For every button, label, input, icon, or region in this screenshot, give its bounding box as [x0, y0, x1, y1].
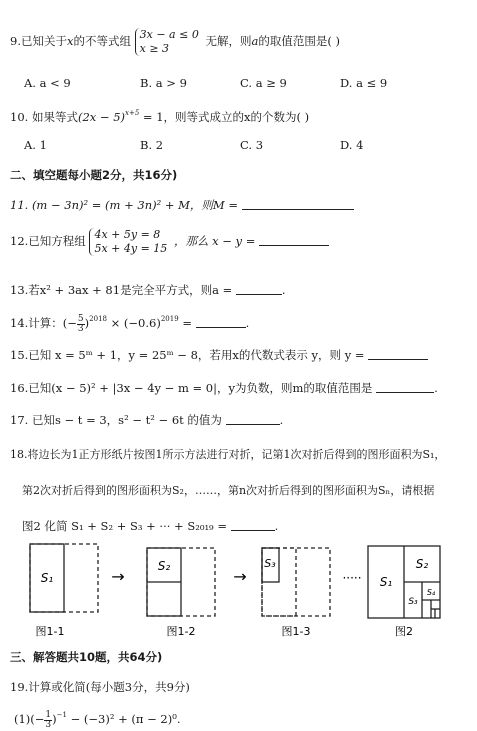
- section-2-heading: 二、填空题每小题2分，共16分): [10, 168, 178, 182]
- q18-answer-blank[interactable]: [231, 519, 275, 531]
- figure-1-2: [147, 548, 215, 638]
- question-17: 17. 已知s − t = 3，s² − t² − 6t 的值为 .: [10, 413, 284, 427]
- s2-label: S₂: [157, 559, 171, 573]
- s1-label: S₁: [40, 571, 54, 585]
- ellipsis-dots: ·····: [342, 571, 362, 585]
- question-19-part-1: (1)(− $\frac{1}{3}$ )$^{-1}$ − (−3)² + (π − 2)⁰.: [14, 709, 181, 730]
- figure-2-caption: 图2: [395, 625, 413, 638]
- q10-option-a[interactable]: A. 1: [24, 138, 47, 152]
- question-9: 9.已知关于x的不等式组 3x − a ≤ 0 x ≥ 3 无解，则a的取值范围是( ): [10, 28, 340, 55]
- arrow-icon: →: [233, 567, 247, 586]
- question-12: 12.已知方程组 4x + 5y = 8 5x + 4y = 15 ，那么 x − y =: [10, 228, 329, 256]
- fig2-s3-label: S₃: [408, 597, 418, 607]
- q10-option-d[interactable]: D. 4: [340, 138, 364, 152]
- question-10: 10. 如果等式$(2x - 5)^{x+5} = 1$，则等式成立的x的个数为( ): [10, 109, 310, 124]
- section-3-heading: 三、解答题共10题，共64分): [10, 650, 163, 664]
- q9-option-c[interactable]: C. a ≥ 9: [240, 76, 287, 90]
- q10-option-b[interactable]: B. 2: [140, 138, 164, 152]
- q14-answer-blank[interactable]: [196, 316, 246, 328]
- figure-1-1-caption: 图1-1: [35, 625, 65, 638]
- q9-option-b[interactable]: B. a > 9: [140, 76, 187, 90]
- question-18-line-3: 图2 化简 S₁ + S₂ + S₃ + ··· + S₂₀₁₉ = .: [22, 519, 279, 533]
- question-15: 15.已知 x = 5ᵐ + 1，y = 25ᵐ − 8，若用x的代数式表示 y，则 y =: [10, 348, 428, 362]
- q12-equation-system: 4x + 5y = 8 5x + 4y = 15: [89, 228, 170, 256]
- q19-fraction: $\frac{1}{3}$: [45, 709, 52, 730]
- q9-option-a[interactable]: A. a < 9: [24, 76, 71, 90]
- fig2-s2-label: S₂: [415, 557, 429, 571]
- q11-answer-blank[interactable]: [242, 198, 354, 210]
- figure-1-2-caption: 图1-2: [166, 625, 196, 638]
- figure-1-1: [30, 544, 98, 638]
- q10-option-c[interactable]: C. 3: [240, 138, 264, 152]
- fig2-s1-label: S₁: [379, 575, 393, 589]
- s3-label: S₃: [264, 557, 276, 570]
- q9-inequality-system: 3x − a ≤ 0 x ≥ 3: [135, 28, 202, 56]
- figure-1-3: [262, 548, 330, 638]
- q12-answer-blank[interactable]: [259, 234, 329, 246]
- q15-answer-blank[interactable]: [368, 348, 428, 360]
- arrow-icon: →: [111, 567, 125, 586]
- q13-answer-blank[interactable]: [236, 283, 282, 295]
- question-14: 14.计算：(− $\frac{5}{3}$ )$^{2018} \times (-0.6)^{2019}$ = .: [10, 313, 250, 334]
- question-18-line-2: 第2次对折后得到的图形面积为S₂，……，第n次对折后得到的图形面积为Sₙ，请根据: [22, 484, 435, 497]
- fig2-s4-label: S₄: [426, 588, 436, 597]
- q16-answer-blank[interactable]: [376, 381, 434, 393]
- question-19: 19.计算或化简(每小题3分，共9分): [10, 680, 190, 694]
- q17-answer-blank[interactable]: [226, 413, 280, 425]
- question-11: 11. (m − 3n)² = (m + 3n)² + M，则M =: [10, 198, 354, 212]
- q9-option-d[interactable]: D. a ≤ 9: [340, 76, 388, 90]
- question-16: 16.已知(x − 5)² + |3x − 4y − m = 0|，y为负数，则m的取值范围是 .: [10, 381, 438, 395]
- question-13: 13.若x² + 3ax + 81是完全平方式，则a = .: [10, 283, 286, 297]
- figure-1-3-caption: 图1-3: [281, 625, 311, 638]
- figure-2: [368, 546, 440, 638]
- question-18-line-1: 18.将边长为1正方形纸片按图1所示方法进行对折，记第1次对折后得到的图形面积为S₁，: [10, 448, 446, 461]
- folding-figure: [0, 542, 477, 647]
- q14-fraction: $\frac{5}{3}$: [77, 313, 84, 334]
